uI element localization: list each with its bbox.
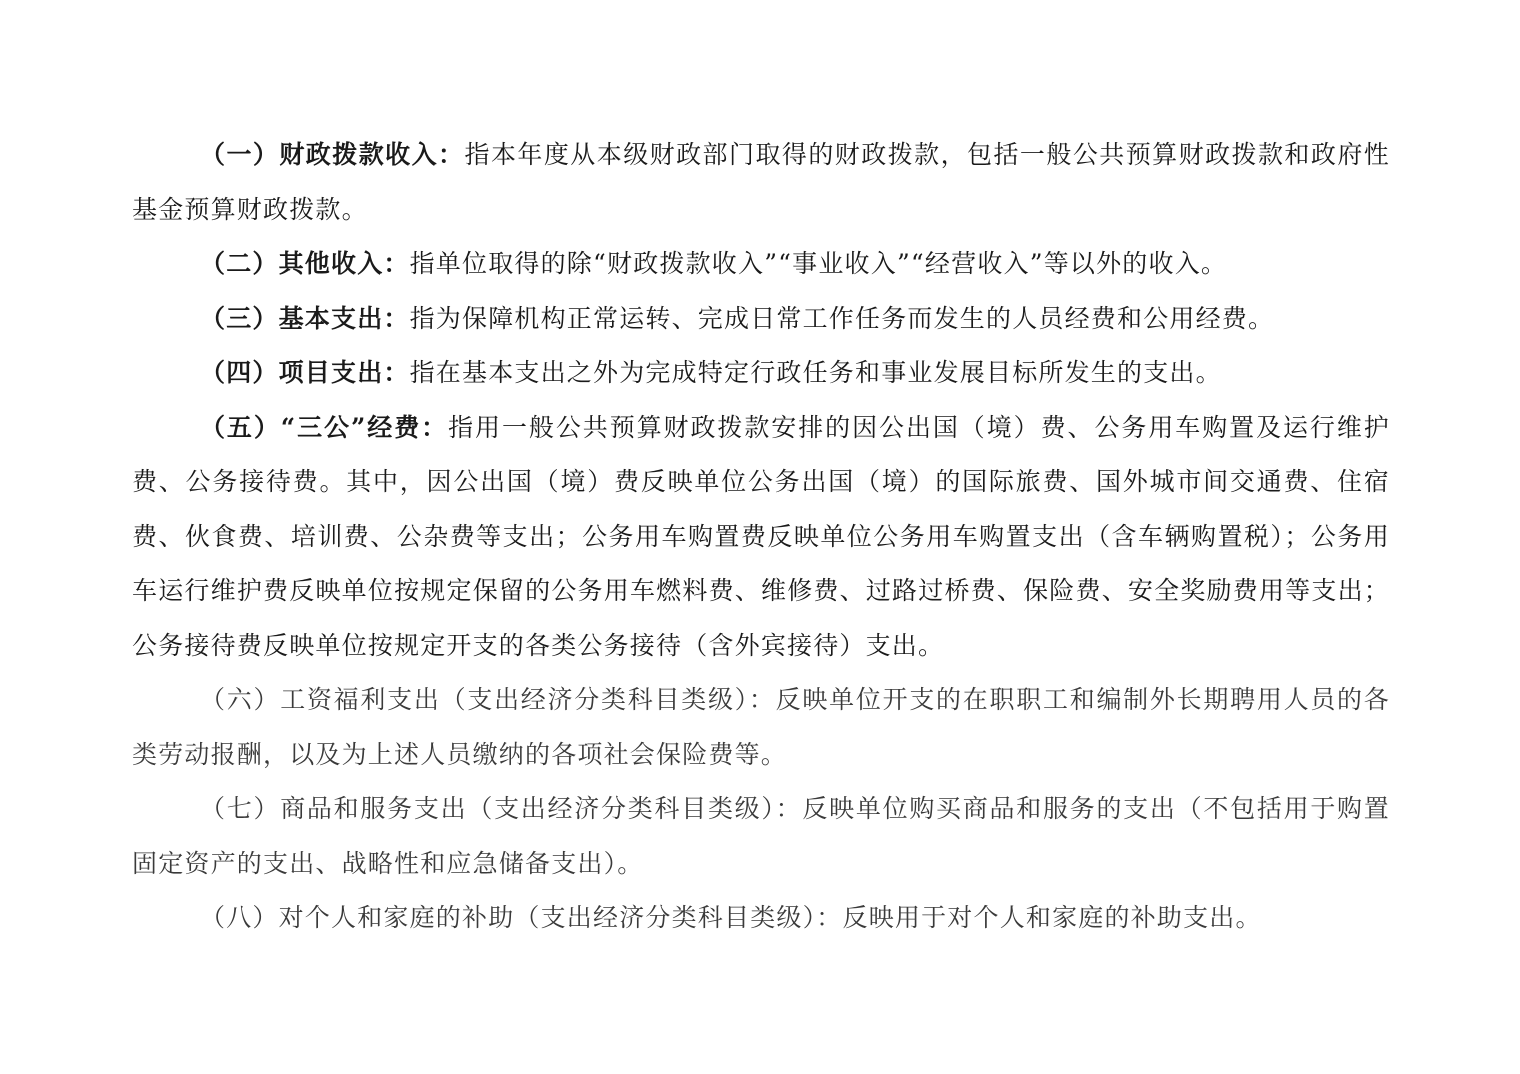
document-body	[132, 128, 1390, 946]
paragraph-three-public-expenses	[132, 401, 1390, 674]
term-definition: （八）对个人和家庭的补助（支出经济分类科目类级）：反映用于对个人和家庭的补助支出。	[200, 903, 1262, 932]
term-label: （一）财政拨款收入：	[200, 140, 465, 169]
term-label: （四）项目支出：	[200, 358, 410, 387]
paragraph-other-income	[132, 237, 1390, 292]
term-definition: 指本年度从本级财政部门取得的财政拨款，包括一般公共预算财政拨款和政府性基金预算财政拨款。	[132, 140, 1390, 224]
paragraph-goods-services-expenditure	[132, 782, 1390, 891]
term-label: （二）其他收入：	[200, 249, 410, 278]
paragraph-project-expenditure	[132, 346, 1390, 401]
paragraph-basic-expenditure	[132, 292, 1390, 347]
term-definition: 指在基本支出之外为完成特定行政任务和事业发展目标所发生的支出。	[409, 358, 1222, 387]
paragraph-wage-welfare-expenditure	[132, 673, 1390, 782]
paragraph-fiscal-appropriation-income	[132, 128, 1390, 237]
term-definition: 指为保障机构正常运转、完成日常工作任务而发生的人员经费和公用经费。	[409, 303, 1275, 333]
term-definition: 指用一般公共预算财政拨款安排的因公出国（境）费、公务用车购置及运行维护费、公务接待费。其中，因公出国（境）费反映单位公务出国（境）的国际旅费、国外城市间交通费、住宿费、伙食费、培训费、公杂费等支出；公务用车购置费反映单位公务用车购置支出（含车辆购置税）；公务用车运行维护费反映单位按规定保留的公务用车燃料费、维修费、过路过桥费、保险费、安全奖励费用等支出；公务接待费反映单位按规定开支的各类公务接待（含外宾接待）支出。	[132, 412, 1390, 660]
term-definition: （六）工资福利支出（支出经济分类科目类级）：反映单位开支的在职职工和编制外长期聘用人员的各类劳动报酬，以及为上述人员缴纳的各项社会保险费等。	[132, 685, 1390, 769]
paragraph-household-subsidy	[132, 891, 1390, 946]
term-label: （五）“三公”经费：	[200, 412, 449, 442]
term-definition: 指单位取得的除“财政拨款收入”“事业收入”“经营收入”等以外的收入。	[409, 249, 1228, 278]
term-label: （三）基本支出：	[200, 303, 410, 333]
term-definition: （七）商品和服务支出（支出经济分类科目类级）：反映单位购买商品和服务的支出（不包括用于购置固定资产的支出、战略性和应急储备支出）。	[132, 794, 1390, 878]
